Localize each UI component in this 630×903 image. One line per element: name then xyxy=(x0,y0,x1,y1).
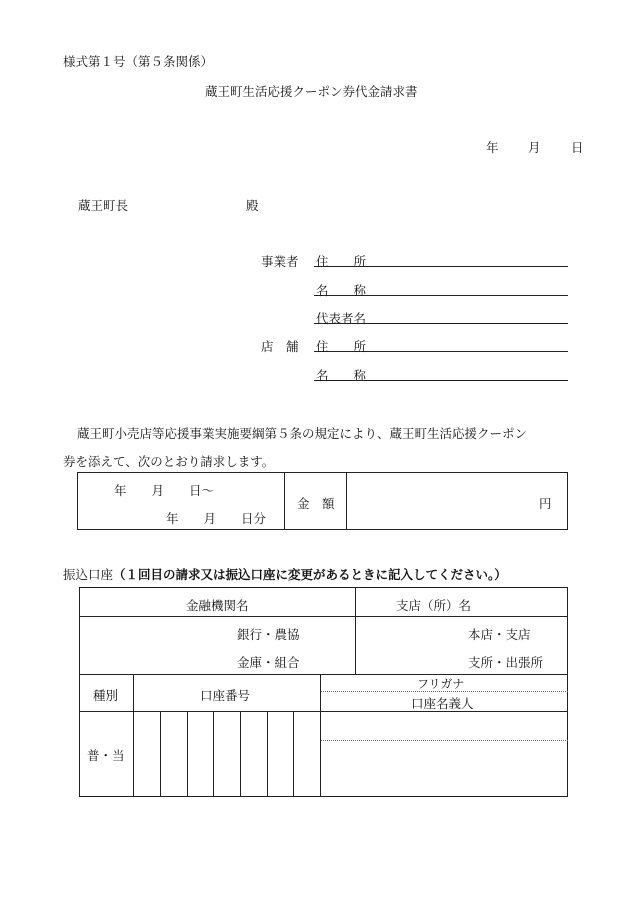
store-name-line[interactable] xyxy=(314,380,568,381)
store-address-line[interactable] xyxy=(314,351,568,352)
bank-heading-prefix: 振込口座 xyxy=(63,567,114,582)
date-year-label: 年 xyxy=(486,140,499,155)
account-number-header: 口座番号 xyxy=(200,688,251,703)
claim-amount-field[interactable] xyxy=(346,473,567,529)
claim-period-to[interactable]: 年 月 日分 xyxy=(166,511,267,526)
holder-furigana-divider xyxy=(321,740,568,741)
addressee-name: 蔵王町長 xyxy=(78,198,129,213)
holder-header: 口座名義人 xyxy=(411,696,474,711)
furigana-divider xyxy=(321,691,568,692)
claim-table xyxy=(77,472,568,530)
store-address-label: 住 所 xyxy=(316,339,367,354)
store-label: 店 舗 xyxy=(261,339,299,354)
holder-field[interactable] xyxy=(320,712,567,797)
account-type-header: 種別 xyxy=(93,688,119,703)
date-month-label: 月 xyxy=(528,140,541,155)
addressee-honorific: 殿 xyxy=(246,198,259,213)
claim-amount-label-cell xyxy=(284,473,346,529)
business-address-label: 住 所 xyxy=(316,254,367,269)
account-digit-2[interactable] xyxy=(160,712,187,797)
body-text-line1: 蔵王町小売店等応援事業実施要綱第５条の規定により、蔵王町生活応援クーポン xyxy=(77,426,528,441)
account-digit-1[interactable] xyxy=(133,712,160,797)
furigana-header: フリガナ xyxy=(417,677,465,691)
store-name-label: 名 称 xyxy=(316,368,367,383)
bank-heading-note: （１回目の請求又は振込口座に変更があるときに記入してください。） xyxy=(113,567,507,582)
business-representative-line[interactable] xyxy=(314,323,568,324)
claim-period-from[interactable]: 年 月 日～ xyxy=(114,483,215,498)
business-label: 事業者 xyxy=(261,254,299,269)
business-address-line[interactable] xyxy=(314,266,568,267)
business-name-label: 名 称 xyxy=(316,283,367,298)
bank-types-line2: 金庫・組合 xyxy=(237,655,300,670)
form-number: 様式第１号（第５条関係） xyxy=(63,54,214,69)
account-digit-7[interactable] xyxy=(293,712,320,797)
account-digit-4[interactable] xyxy=(213,712,240,797)
business-representative-label: 代表者名 xyxy=(316,311,367,326)
account-type-value[interactable]: 普・当 xyxy=(87,748,125,763)
account-digit-6[interactable] xyxy=(267,712,293,797)
institution-field[interactable] xyxy=(80,617,355,675)
branch-header: 支店（所）名 xyxy=(396,598,472,613)
branch-types-line1: 本店・支店 xyxy=(468,627,531,642)
bank-table xyxy=(79,587,568,797)
institution-header: 金融機関名 xyxy=(186,598,249,613)
claim-currency: 円 xyxy=(539,496,552,511)
bank-heading xyxy=(63,565,507,583)
bank-name-row xyxy=(80,616,567,674)
document-title: 蔵王町生活応援クーポン券代金請求書 xyxy=(205,84,418,99)
account-header-row xyxy=(80,674,567,711)
branch-header-cell xyxy=(355,588,567,616)
business-name-line[interactable] xyxy=(314,295,568,296)
holder-header-cell xyxy=(320,675,567,712)
account-digit-3[interactable] xyxy=(187,712,213,797)
branch-types-line2: 支所・出張所 xyxy=(468,655,544,670)
account-data-row xyxy=(80,711,567,796)
account-digit-5[interactable] xyxy=(240,712,267,797)
bank-types-line1: 銀行・農協 xyxy=(237,627,300,642)
date-day-label: 日 xyxy=(571,140,584,155)
body-text-line2: 券を添えて、次のとおり請求します。 xyxy=(63,454,275,469)
account-number-header-cell xyxy=(133,675,320,712)
claim-amount-label: 金 額 xyxy=(297,496,335,511)
branch-field[interactable] xyxy=(355,617,567,675)
